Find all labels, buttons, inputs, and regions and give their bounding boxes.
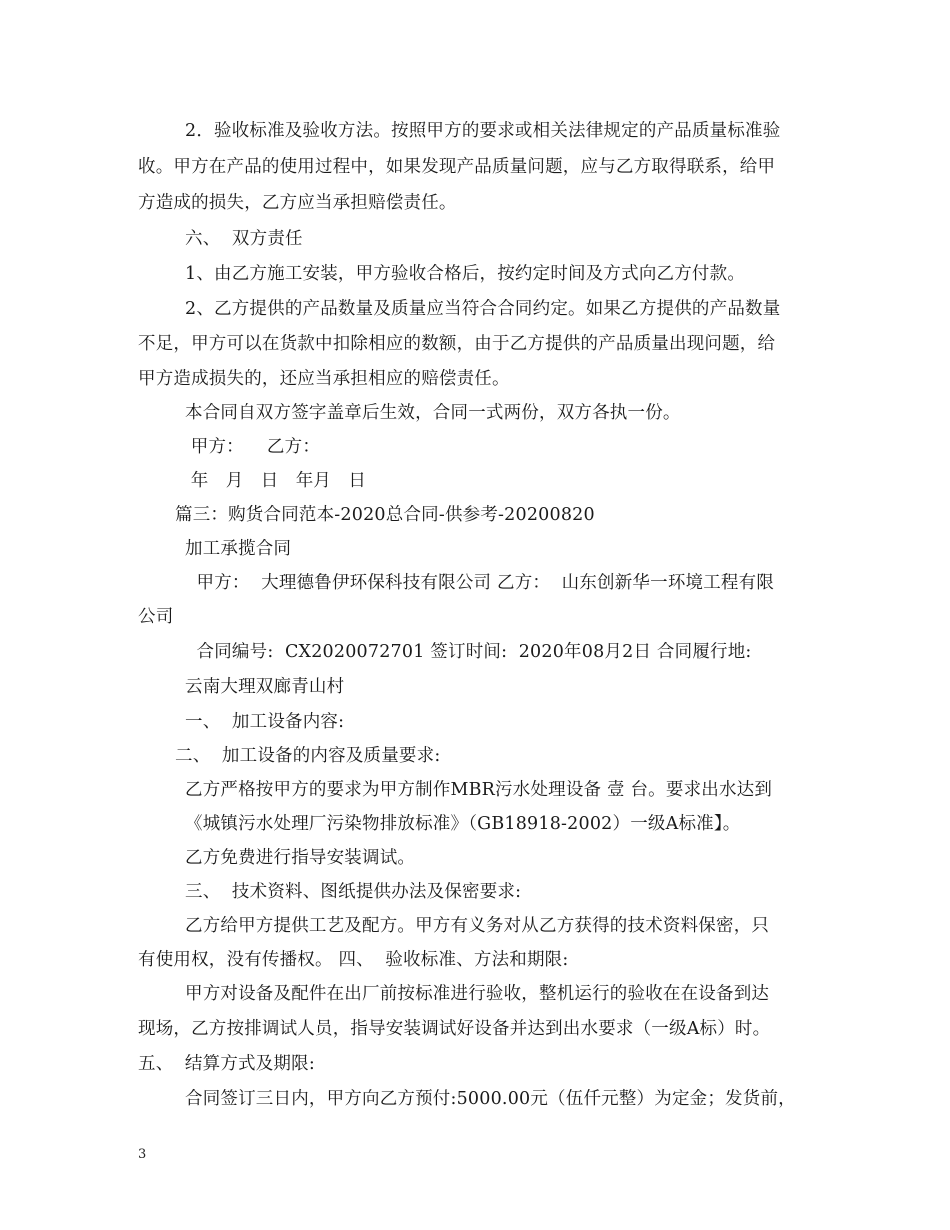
text-line: 现场，乙方按排调试人员，指导安装调试好设备并达到出水要求（一级A标）时。 [138, 1019, 771, 1039]
section-heading: 三、 技术资料、图纸提供办法及保密要求: [185, 882, 522, 902]
section-heading: 一、 加工设备内容: [185, 712, 345, 732]
text-line: 不足，甲方可以在货款中扣除相应的数额，由于乙方提供的产品质量出现问题，给 [138, 334, 776, 354]
text-line: 本合同自双方签字盖章后生效，合同一式两份，双方各执一份。 [185, 403, 681, 423]
text-line: 《城镇污水处理厂污染物排放标准》（GB18918-2002）一级A标准】。 [185, 814, 741, 834]
signature-parties: 甲方： 乙方： [185, 437, 321, 457]
text-line: 云南大理双廊青山村 [185, 677, 345, 697]
section-heading: 五、 结算方式及期限: [138, 1054, 315, 1074]
section-heading: 二、 加工设备的内容及质量要求: [175, 746, 441, 766]
text-line: 乙方免费进行指导安装调试。 [185, 848, 416, 868]
contract-info: 合同编号: CX2020072701 签订时间: 2020年08月2日 合同履行地: [185, 642, 752, 662]
text-line: 合同签订三日内，甲方向乙方预付:5000.00元（伍仟元整）为定金；发货前， [185, 1089, 796, 1109]
text-line: 乙方给甲方提供工艺及配方。甲方有义务对从乙方获得的技术资料保密，只 [185, 916, 770, 936]
text-line: 2．验收标准及验收方法。按照甲方的要求或相关法律规定的产品质量标准验 [185, 121, 781, 141]
signature-dates: 年 月 日 年月 日 [185, 471, 367, 491]
text-line: 收。甲方在产品的使用过程中，如果发现产品质量问题，应与乙方取得联系，给甲 [138, 157, 776, 177]
text-line: 乙方严格按甲方的要求为甲方制作MBR污水处理设备 壹 台。要求出水达到 [185, 780, 773, 800]
text-line: 2、乙方提供的产品数量及质量应当符合合同约定。如果乙方提供的产品数量 [185, 299, 781, 319]
section-heading: 六、 双方责任 [185, 229, 303, 249]
text-line: 甲方造成损失的，还应当承担相应的赔偿责任。 [138, 369, 510, 389]
chapter-heading: 篇三：购货合同范本-2020总合同-供参考-20200820 [175, 505, 595, 525]
text-line: 方造成的损失，乙方应当承担赔偿责任。 [138, 193, 457, 213]
text-line: 1、由乙方施工安装，甲方验收合格后，按约定时间及方式向乙方付款。 [185, 264, 746, 284]
text-line: 公司 [138, 607, 174, 627]
contract-parties: 甲方： 大理德鲁伊环保科技有限公司 乙方： 山东创新华一环境工程有限 [185, 573, 775, 593]
page-number: 3 [138, 1147, 147, 1162]
text-line: 甲方对设备及配件在出厂前按标准进行验收，整机运行的验收在在设备到达 [185, 984, 770, 1004]
contract-title: 加工承揽合同 [185, 539, 292, 559]
text-line: 有使用权，没有传播权。 四、 验收标准、方法和期限: [138, 950, 569, 970]
